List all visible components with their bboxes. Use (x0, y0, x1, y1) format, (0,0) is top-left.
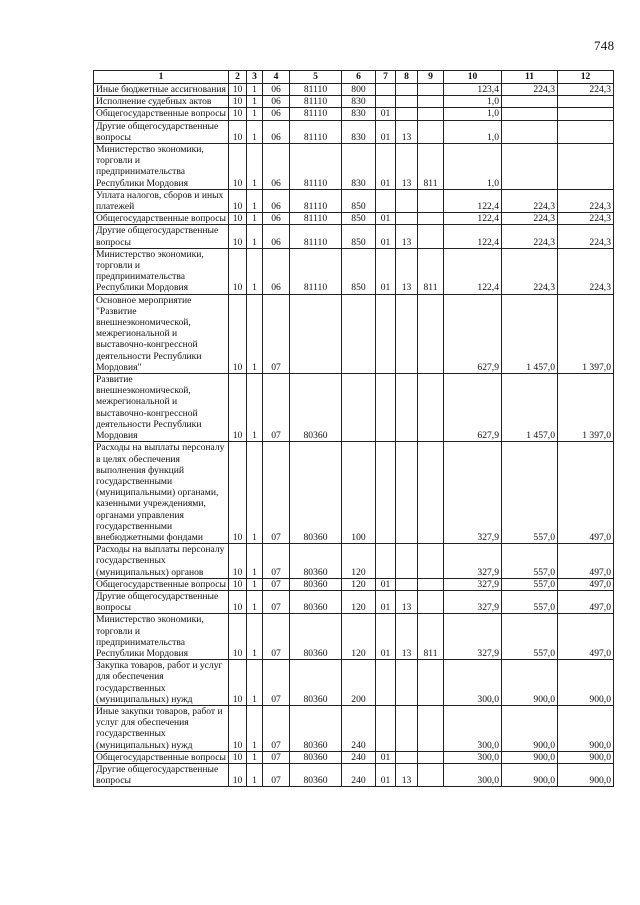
amount-cell: 224,3 (558, 189, 614, 212)
code-cell (418, 96, 444, 108)
amount-cell (558, 96, 614, 108)
code-cell: 120 (342, 578, 376, 590)
code-cell: 10 (229, 120, 247, 143)
amount-cell: 327,9 (444, 544, 502, 579)
table-row (94, 590, 614, 613)
row-name-cell: Другие общегосударственные вопросы (94, 225, 229, 248)
header-cell: 8 (396, 71, 418, 84)
amount-cell: 327,9 (444, 614, 502, 660)
amount-cell: 224,3 (558, 248, 614, 294)
amount-cell: 627,9 (444, 374, 502, 442)
code-cell: 1 (247, 144, 263, 190)
code-cell: 07 (263, 705, 290, 751)
header-cell: 10 (444, 71, 502, 84)
code-cell (396, 96, 418, 108)
code-cell: 850 (342, 213, 376, 225)
header-cell: 7 (376, 71, 396, 84)
row-name-cell: Иные бюджетные ассигнования (94, 84, 229, 96)
code-cell: 120 (342, 614, 376, 660)
header-cell: 12 (558, 71, 614, 84)
table-row (94, 189, 614, 212)
header-cell: 4 (263, 71, 290, 84)
amount-cell: 122,4 (444, 248, 502, 294)
row-name-cell: Расходы на выплаты персоналу в целях обеспечения выполнения функций государственными (муниципальными) органами, казенными учреждениями, органами управления государственными внебюджетными фондами (94, 442, 229, 544)
code-cell: 07 (263, 578, 290, 590)
table-row (94, 248, 614, 294)
table-row (94, 225, 614, 248)
code-cell (418, 590, 444, 613)
code-cell: 1 (247, 751, 263, 763)
row-name-cell: Расходы на выплаты персоналу государственных (муниципальных) органов (94, 544, 229, 579)
row-name-cell: Другие общегосударственные вопросы (94, 120, 229, 143)
code-cell: 100 (342, 442, 376, 544)
header-cell: 11 (502, 71, 558, 84)
amount-cell: 1,0 (444, 120, 502, 143)
row-name-cell: Министерство экономики, торговли и предпринимательства Республики Мордовия (94, 614, 229, 660)
code-cell: 81110 (290, 84, 342, 96)
code-cell: 1 (247, 763, 263, 786)
amount-cell: 557,0 (502, 614, 558, 660)
code-cell (418, 660, 444, 706)
amount-cell: 224,3 (558, 84, 614, 96)
code-cell: 1 (247, 294, 263, 373)
code-cell: 10 (229, 578, 247, 590)
code-cell: 10 (229, 294, 247, 373)
code-cell (418, 544, 444, 579)
code-cell: 07 (263, 614, 290, 660)
code-cell: 01 (376, 213, 396, 225)
code-cell: 10 (229, 189, 247, 212)
table-row (94, 442, 614, 544)
table-row (94, 705, 614, 751)
code-cell: 81110 (290, 108, 342, 120)
code-cell: 1 (247, 374, 263, 442)
code-cell: 240 (342, 763, 376, 786)
code-cell (418, 578, 444, 590)
row-name-cell: Общегосударственные вопросы (94, 213, 229, 225)
code-cell: 811 (418, 248, 444, 294)
code-cell (418, 225, 444, 248)
code-cell: 1 (247, 213, 263, 225)
header-cell: 6 (342, 71, 376, 84)
code-cell: 850 (342, 189, 376, 212)
code-cell: 01 (376, 578, 396, 590)
code-cell: 1 (247, 189, 263, 212)
code-cell (290, 294, 342, 373)
amount-cell: 122,4 (444, 189, 502, 212)
table-row (94, 374, 614, 442)
code-cell: 850 (342, 225, 376, 248)
table-row (94, 763, 614, 786)
code-cell: 01 (376, 120, 396, 143)
code-cell: 01 (376, 144, 396, 190)
code-cell: 06 (263, 144, 290, 190)
code-cell (396, 84, 418, 96)
amount-cell (502, 96, 558, 108)
code-cell: 80360 (290, 705, 342, 751)
amount-cell: 300,0 (444, 705, 502, 751)
row-name-cell: Другие общегосударственные вопросы (94, 763, 229, 786)
amount-cell: 224,3 (502, 84, 558, 96)
amount-cell: 224,3 (502, 189, 558, 212)
amount-cell (502, 108, 558, 120)
amount-cell: 224,3 (502, 248, 558, 294)
code-cell: 850 (342, 248, 376, 294)
amount-cell: 497,0 (558, 578, 614, 590)
amount-cell: 224,3 (502, 225, 558, 248)
table-row (94, 144, 614, 190)
code-cell: 10 (229, 84, 247, 96)
code-cell: 07 (263, 660, 290, 706)
code-cell: 10 (229, 442, 247, 544)
code-cell: 07 (263, 763, 290, 786)
amount-cell: 900,0 (502, 751, 558, 763)
amount-cell: 627,9 (444, 294, 502, 373)
code-cell: 120 (342, 544, 376, 579)
code-cell: 10 (229, 108, 247, 120)
amount-cell: 327,9 (444, 578, 502, 590)
code-cell: 81110 (290, 189, 342, 212)
code-cell (376, 84, 396, 96)
code-cell: 1 (247, 578, 263, 590)
code-cell: 13 (396, 763, 418, 786)
code-cell (418, 213, 444, 225)
code-cell: 06 (263, 108, 290, 120)
code-cell (376, 96, 396, 108)
code-cell: 10 (229, 144, 247, 190)
header-cell: 2 (229, 71, 247, 84)
code-cell (376, 374, 396, 442)
amount-cell: 1,0 (444, 108, 502, 120)
amount-cell: 900,0 (502, 705, 558, 751)
amount-cell: 900,0 (558, 660, 614, 706)
code-cell: 13 (396, 144, 418, 190)
code-cell: 06 (263, 96, 290, 108)
code-cell: 01 (376, 225, 396, 248)
code-cell (342, 294, 376, 373)
code-cell: 81110 (290, 213, 342, 225)
amount-cell: 122,4 (444, 213, 502, 225)
table-row (94, 544, 614, 579)
header-cell: 9 (418, 71, 444, 84)
amount-cell: 900,0 (558, 751, 614, 763)
code-cell: 80360 (290, 614, 342, 660)
code-cell (396, 213, 418, 225)
table-row (94, 120, 614, 143)
table-row (94, 578, 614, 590)
code-cell (376, 705, 396, 751)
code-cell: 800 (342, 84, 376, 96)
code-cell: 10 (229, 544, 247, 579)
code-cell: 1 (247, 660, 263, 706)
code-cell: 07 (263, 442, 290, 544)
amount-cell (502, 120, 558, 143)
amount-cell: 300,0 (444, 763, 502, 786)
code-cell: 07 (263, 294, 290, 373)
table-row (94, 84, 614, 96)
amount-cell: 557,0 (502, 590, 558, 613)
table-row (94, 660, 614, 706)
code-cell: 1 (247, 248, 263, 294)
code-cell: 80360 (290, 578, 342, 590)
code-cell: 240 (342, 751, 376, 763)
amount-cell: 1 397,0 (558, 374, 614, 442)
code-cell: 1 (247, 544, 263, 579)
code-cell: 80360 (290, 544, 342, 579)
table-row (94, 614, 614, 660)
amount-cell: 1,0 (444, 144, 502, 190)
amount-cell (558, 144, 614, 190)
code-cell (418, 189, 444, 212)
code-cell: 10 (229, 96, 247, 108)
code-cell: 1 (247, 120, 263, 143)
amount-cell: 224,3 (502, 213, 558, 225)
code-cell (396, 705, 418, 751)
amount-cell: 1 397,0 (558, 294, 614, 373)
code-cell: 01 (376, 590, 396, 613)
code-cell: 07 (263, 544, 290, 579)
row-name-cell: Развитие внешнеэкономической, межрегиональной и выставочно-конгрессной деятельности Республики Мордовия (94, 374, 229, 442)
row-name-cell: Иные закупки товаров, работ и услуг для обеспечения государственных (муниципальных) нужд (94, 705, 229, 751)
code-cell: 1 (247, 614, 263, 660)
code-cell (396, 108, 418, 120)
code-cell: 13 (396, 614, 418, 660)
code-cell: 01 (376, 614, 396, 660)
code-cell (396, 294, 418, 373)
code-cell: 80360 (290, 590, 342, 613)
code-cell: 811 (418, 614, 444, 660)
amount-cell: 557,0 (502, 578, 558, 590)
code-cell: 13 (396, 590, 418, 613)
code-cell (376, 189, 396, 212)
code-cell: 10 (229, 590, 247, 613)
amount-cell: 900,0 (558, 763, 614, 786)
code-cell: 06 (263, 225, 290, 248)
code-cell (396, 751, 418, 763)
code-cell: 80360 (290, 442, 342, 544)
code-cell: 81110 (290, 144, 342, 190)
code-cell: 13 (396, 120, 418, 143)
code-cell: 10 (229, 614, 247, 660)
code-cell: 06 (263, 213, 290, 225)
amount-cell: 300,0 (444, 751, 502, 763)
code-cell (376, 294, 396, 373)
amount-cell: 224,3 (558, 225, 614, 248)
code-cell (396, 189, 418, 212)
amount-cell: 122,4 (444, 225, 502, 248)
amount-cell: 900,0 (502, 763, 558, 786)
amount-cell: 224,3 (558, 213, 614, 225)
code-cell: 07 (263, 751, 290, 763)
code-cell: 120 (342, 590, 376, 613)
code-cell: 1 (247, 108, 263, 120)
amount-cell (502, 144, 558, 190)
amount-cell: 497,0 (558, 614, 614, 660)
code-cell: 81110 (290, 96, 342, 108)
code-cell: 80360 (290, 763, 342, 786)
code-cell: 10 (229, 763, 247, 786)
code-cell: 830 (342, 108, 376, 120)
code-cell (396, 578, 418, 590)
code-cell: 830 (342, 96, 376, 108)
code-cell (396, 374, 418, 442)
code-cell: 80360 (290, 751, 342, 763)
row-name-cell: Закупка товаров, работ и услуг для обеспечения государственных (муниципальных) нужд (94, 660, 229, 706)
table-row (94, 213, 614, 225)
code-cell: 80360 (290, 660, 342, 706)
code-cell (418, 763, 444, 786)
code-cell: 10 (229, 213, 247, 225)
amount-cell: 1,0 (444, 96, 502, 108)
row-name-cell: Исполнение судебных актов (94, 96, 229, 108)
row-name-cell: Общегосударственные вопросы (94, 578, 229, 590)
code-cell (418, 108, 444, 120)
header-cell: 3 (247, 71, 263, 84)
code-cell (376, 442, 396, 544)
code-cell: 1 (247, 590, 263, 613)
code-cell: 10 (229, 374, 247, 442)
amount-cell: 327,9 (444, 590, 502, 613)
amount-cell: 557,0 (502, 544, 558, 579)
code-cell: 06 (263, 120, 290, 143)
code-cell: 01 (376, 248, 396, 294)
code-cell (418, 751, 444, 763)
budget-table (93, 70, 614, 787)
code-cell (396, 660, 418, 706)
amount-cell: 497,0 (558, 544, 614, 579)
code-cell: 830 (342, 144, 376, 190)
code-cell (418, 442, 444, 544)
header-cell: 5 (290, 71, 342, 84)
row-name-cell: Другие общегосударственные вопросы (94, 590, 229, 613)
code-cell: 06 (263, 84, 290, 96)
code-cell: 1 (247, 84, 263, 96)
row-name-cell: Общегосударственные вопросы (94, 751, 229, 763)
code-cell (396, 544, 418, 579)
code-cell: 1 (247, 705, 263, 751)
code-cell: 01 (376, 763, 396, 786)
code-cell: 10 (229, 751, 247, 763)
code-cell: 1 (247, 96, 263, 108)
amount-cell: 1 457,0 (502, 374, 558, 442)
row-name-cell: Общегосударственные вопросы (94, 108, 229, 120)
code-cell: 10 (229, 225, 247, 248)
code-cell: 07 (263, 590, 290, 613)
table-body (94, 84, 614, 787)
amount-cell: 123,4 (444, 84, 502, 96)
code-cell: 01 (376, 108, 396, 120)
code-cell (418, 374, 444, 442)
amount-cell: 1 457,0 (502, 294, 558, 373)
code-cell (342, 374, 376, 442)
amount-cell: 327,9 (444, 442, 502, 544)
code-cell: 1 (247, 442, 263, 544)
code-cell: 811 (418, 144, 444, 190)
amount-cell (558, 108, 614, 120)
table-row (94, 751, 614, 763)
code-cell (396, 442, 418, 544)
code-cell: 06 (263, 248, 290, 294)
amount-cell: 497,0 (558, 590, 614, 613)
code-cell: 10 (229, 705, 247, 751)
header-row (94, 71, 614, 84)
amount-cell: 900,0 (502, 660, 558, 706)
code-cell: 07 (263, 374, 290, 442)
amount-cell: 300,0 (444, 660, 502, 706)
code-cell: 240 (342, 705, 376, 751)
code-cell: 13 (396, 225, 418, 248)
code-cell: 06 (263, 189, 290, 212)
code-cell: 13 (396, 248, 418, 294)
header-cell: 1 (94, 71, 229, 84)
code-cell: 830 (342, 120, 376, 143)
row-name-cell: Министерство экономики, торговли и предпринимательства Республики Мордовия (94, 144, 229, 190)
code-cell: 10 (229, 660, 247, 706)
table-row (94, 108, 614, 120)
table-row (94, 294, 614, 373)
code-cell: 81110 (290, 248, 342, 294)
amount-cell (558, 120, 614, 143)
code-cell: 80360 (290, 374, 342, 442)
code-cell: 81110 (290, 120, 342, 143)
row-name-cell: Основное мероприятие "Развитие внешнеэкономической, межрегиональной и выставочно-конгрессной деятельности Республики Мордовия" (94, 294, 229, 373)
code-cell (418, 120, 444, 143)
amount-cell: 900,0 (558, 705, 614, 751)
code-cell: 200 (342, 660, 376, 706)
code-cell (376, 544, 396, 579)
table-row (94, 96, 614, 108)
code-cell: 81110 (290, 225, 342, 248)
amount-cell: 497,0 (558, 442, 614, 544)
code-cell (418, 294, 444, 373)
code-cell (418, 84, 444, 96)
row-name-cell: Уплата налогов, сборов и иных платежей (94, 189, 229, 212)
page-number: 748 (594, 38, 615, 53)
amount-cell: 557,0 (502, 442, 558, 544)
code-cell (418, 705, 444, 751)
row-name-cell: Министерство экономики, торговли и предпринимательства Республики Мордовия (94, 248, 229, 294)
code-cell (376, 660, 396, 706)
code-cell: 01 (376, 751, 396, 763)
code-cell: 10 (229, 248, 247, 294)
code-cell: 1 (247, 225, 263, 248)
